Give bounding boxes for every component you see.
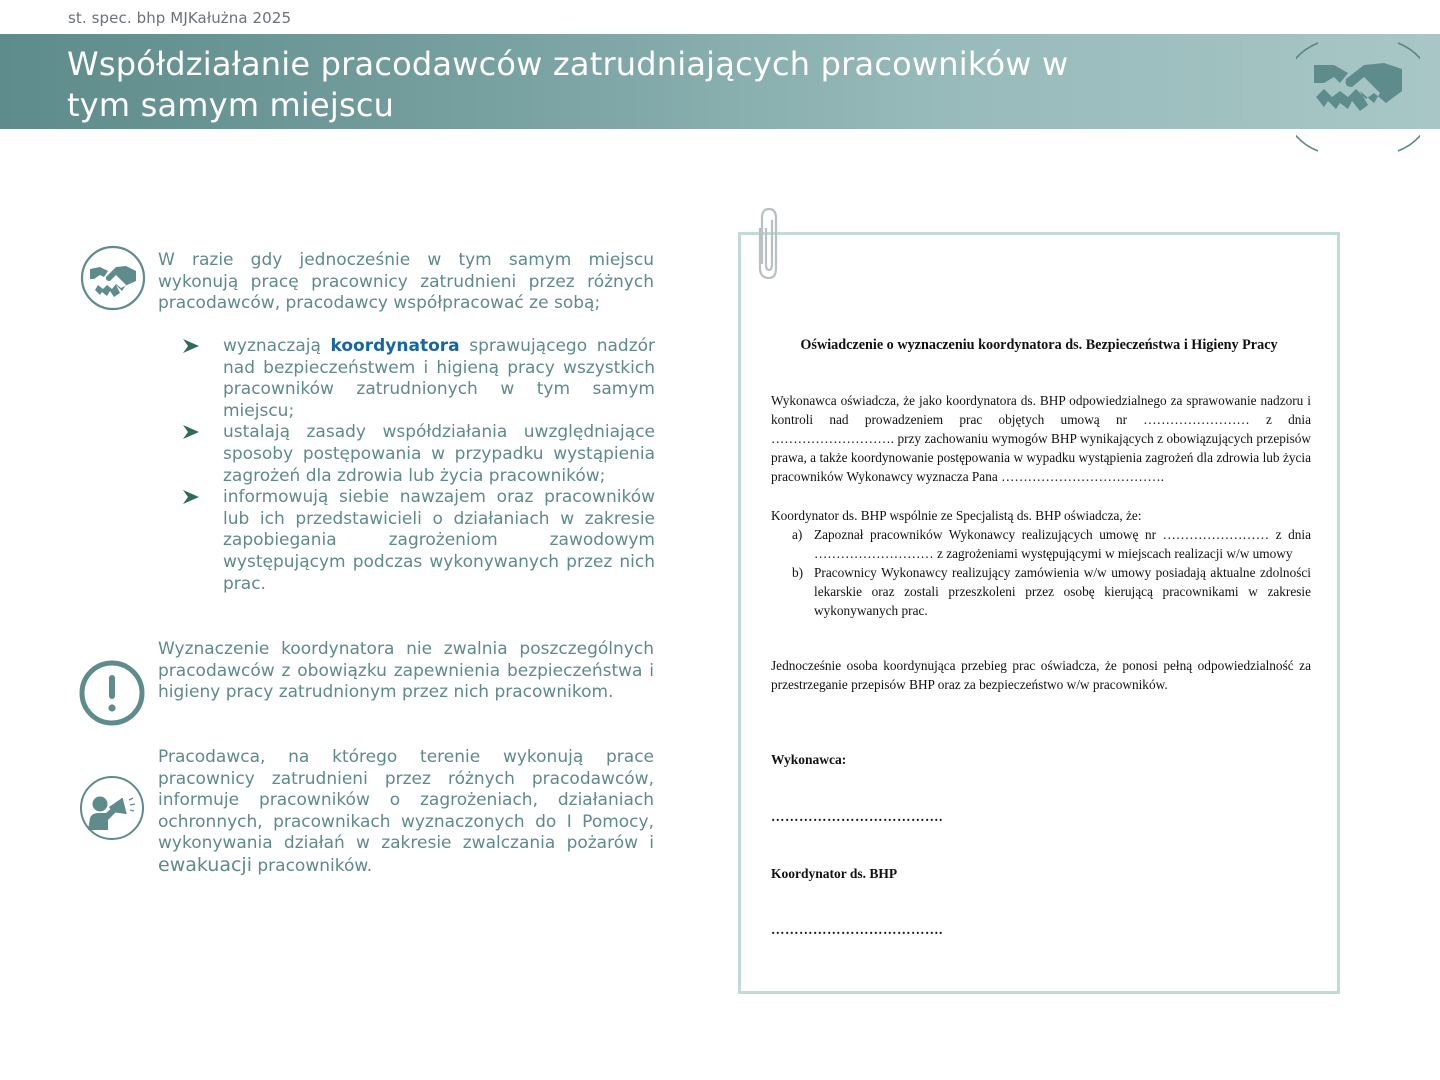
document-paragraph-3: Jednocześnie osoba koordynująca przebieg prac oświadcza, że ponosi pełną odpowiedzialność za przestrzeganie przepisów BHP oraz za bezpieczeństwo w/w pracowników. [771,658,1311,692]
bullet-text-pre: wyznaczają [223,336,331,356]
document-title: Oświadczenie o wyznaczeniu koordynatora ds. Bezpieczeństwa i Higieny Pracy [800,337,1278,353]
paperclip-icon [754,206,784,282]
document-paragraph-2: Koordynator ds. BHP wspólnie ze Specjalistą ds. BHP oświadcza, że: [771,508,1142,523]
intro-paragraph: W razie gdy jednocześnie w tym samym miejscu wykonują pracę pracownicy zatrudnieni przez różnych pracodawców, pracodawcy współpracować ze sobą; [158,250,654,314]
warning-paragraph: Wyznaczenie koordynatora nie zwalnia poszczególnych pracodawców z obowiązku zapewnienia bezpieczeństwa i higieny pracy zatrudnionym przez nich pracownikom. [158,639,654,703]
document-list-item [771,563,1311,620]
bullet-item [183,422,655,487]
bullet-text-post: sprawującego nadzór nad bezpieczeństwem i higieną pracy wszystkich pracowników zatrudnionych w tym samym miejscu; [223,336,656,421]
bullet-list [183,336,655,595]
bullet-item [183,487,655,595]
handshake-icon [80,245,146,311]
signature-label-koordynator: Koordynator ds. BHP [771,866,898,881]
signature-line-wykonawca: ………………………………. [771,809,943,824]
inform-emphasis: ewakuacji [158,853,252,876]
signature-label-wykonawca: Wykonawca: [771,752,847,767]
megaphone-person-icon [78,774,146,842]
exclamation-icon [78,659,146,727]
handshake-icon [1296,35,1420,159]
document-list-item [771,525,1311,563]
inform-paragraph [158,747,654,878]
list-item-text: Zapoznał pracowników Wykonawcy realizujących umowę nr …………………… z dnia ……………………… z zagrożeniami występującymi w miejscach realizacji w/w umowy [814,527,1311,561]
list-marker: b) [792,565,804,580]
signature-line-koordynator: ………………………………. [771,922,943,937]
highlight-koordynatora: koordynatora [330,336,460,356]
slide-title-line-2: tym samym miejscu [67,86,395,124]
arrowhead-bullet-icon [183,490,199,504]
list-item-text: Pracownicy Wykonawcy realizujący zamówienia w/w umowy posiadają aktualne zdolności lekarskie oraz zostali przeszkoleni przez osobę kierującą pracownikami w zakresie wykonywanych prac. [814,565,1311,618]
author-credit: st. spec. bhp MJKałużna 2025 [68,9,292,27]
bullet-item [183,336,655,422]
document-list [771,525,1311,620]
bullet-text: ustalają zasady współdziałania uwzględniające sposoby postępowania w przypadku wystąpienia zagrożeń dla zdrowia lub życia pracowników; [223,422,655,486]
slide-title [67,44,1167,126]
arrowhead-bullet-icon [183,339,199,353]
inform-text-end: pracowników. [251,855,373,876]
bullet-text: informowują siebie nawzajem oraz pracowników lub ich przedstawicieli o działaniach w zakresie zapobiegania zagrożeniom zawodowym występującym podczas wykonywanych przez nich prac. [223,487,655,594]
inform-text: Pracodawca, na którego terenie wykonują prace pracownicy zatrudnieni przez różnych pracodawców, informuje pracowników o zagrożeniach, działaniach ochronnych, pracownikach wyznaczonych do I Pomocy, wykonywania działań w zakresie zwalczania pożarów i [158,747,654,854]
slide-title-line-1: Współdziałanie pracodawców zatrudniających pracowników w [67,45,1069,83]
arrowhead-bullet-icon [183,425,199,439]
list-marker: a) [792,527,803,542]
document-paragraph-1: Wykonawca oświadcza, że jako koordynatora ds. BHP odpowiedzialnego za sprawowanie nadzoru i kontroli nad prowadzeniem prac objętych umową nr …………………… z dnia ………………………. przy zachowaniu wymogów BHP wynikających z obowiązujących przepisów prawa, a także koordynowanie postępowania w wypadku wystąpienia zagrożeń dla zdrowia lub życia pracowników Wykonawcy wyznacza Pana ………………………………. [771,393,1311,484]
